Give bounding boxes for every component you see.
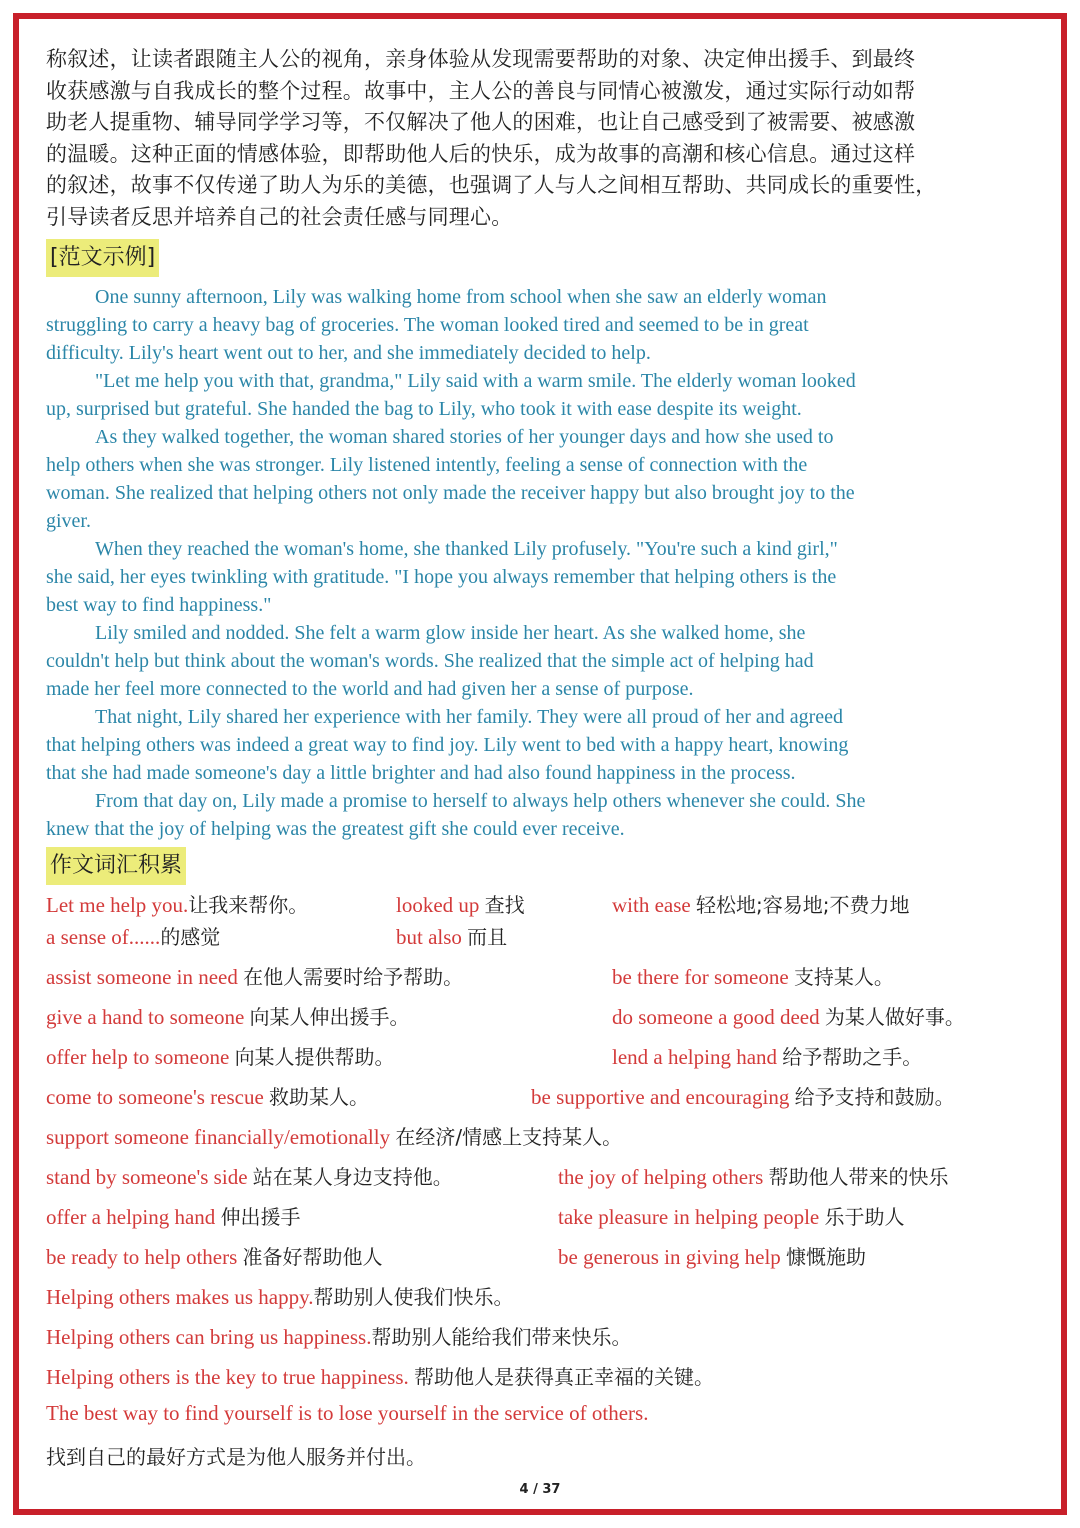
essay-line: "Let me help you with that, grandma," Lily said with a warm smile. The elderly woman looked — [95, 370, 856, 392]
vocab-sentence-translation: 找到自己的最好方式是为他人服务并付出。 — [46, 1445, 426, 1469]
vocab-list — [46, 889, 1036, 1481]
vocab-row — [46, 1041, 1036, 1081]
page-number: 4 / 37 — [519, 1482, 561, 1497]
essay-line: woman. She realized that helping others not only made the receiver happy but also brought joy to the — [46, 482, 855, 504]
essay-line: Lily smiled and nodded. She felt a warm glow inside her heart. As she walked home, she — [95, 622, 806, 644]
vocab-item: come to someone's rescue 救助某人。 — [46, 1085, 370, 1109]
essay-line: As they walked together, the woman shared stories of her younger days and how she used to — [95, 426, 834, 448]
intro-line: 的叙述，故事不仅传递了助人为乐的美德，也强调了人与人之间相互帮助、共同成长的重要性， — [46, 173, 937, 197]
essay-line: knew that the joy of helping was the greatest gift she could ever receive. — [46, 818, 625, 840]
vocab-item: give a hand to someone 向某人伸出援手。 — [46, 1005, 410, 1029]
vocab-item: be supportive and encouraging 给予支持和鼓励。 — [531, 1085, 955, 1109]
essay-heading: [范文示例] — [46, 239, 159, 277]
vocab-item: do someone a good deed 为某人做好事。 — [612, 1005, 965, 1029]
intro-paragraph — [46, 44, 1036, 233]
essay-line: couldn't help but think about the woman's words. She realized that the simple act of helping had — [46, 650, 814, 672]
essay-line: best way to find happiness." — [46, 594, 272, 616]
intro-line: 引导读者反思并培养自己的社会责任感与同理心。 — [46, 204, 513, 229]
vocab-sentence: The best way to find yourself is to lose yourself in the service of others. — [46, 1401, 649, 1425]
essay-line: that helping others was indeed a great way to find joy. Lily went to bed with a happy heart, knowing — [46, 734, 849, 756]
intro-line: 收获感激与自我成长的整个过程。故事中，主人公的善良与同情心被激发，通过实际行动如帮 — [46, 78, 916, 103]
essay-line: help others when she was stronger. Lily listened intently, feeling a sense of connection with the — [46, 454, 808, 476]
essay-paragraph — [46, 367, 1036, 423]
vocab-sentence: Helping others is the key to true happiness. 帮助他人是获得真正幸福的关键。 — [46, 1365, 715, 1389]
essay-paragraph — [46, 619, 1036, 703]
essay-paragraph — [46, 703, 1036, 787]
vocab-sentence: Helping others can bring us happiness.帮助别人能给我们带来快乐。 — [46, 1325, 632, 1349]
intro-line: 助老人提重物、辅导同学学习等，不仅解决了他人的困难，也让自己感受到了被需要、被感激 — [46, 110, 916, 134]
essay-line: That night, Lily shared her experience with her family. They were all proud of her and agreed — [95, 706, 844, 728]
vocab-row — [46, 961, 1036, 1001]
essay-line: up, surprised but grateful. She handed the bag to Lily, who took it with ease despite its weight. — [46, 398, 802, 420]
intro-line: 的温暖。这种正面的情感体验，即帮助他人后的快乐，成为故事的高潮和核心信息。通过这样 — [46, 141, 916, 166]
vocab-item: with ease 轻松地;容易地;不费力地 — [612, 893, 910, 917]
essay-paragraph — [46, 535, 1036, 619]
intro-line: 称叙述，让读者跟随主人公的视角，亲身体验从发现需要帮助的对象、决定伸出援手、到最终 — [46, 47, 916, 71]
essay-paragraph — [46, 787, 1036, 843]
essay-line: From that day on, Lily made a promise to herself to always help others whenever she could. She — [95, 790, 866, 812]
vocab-item: a sense of......的感觉 — [46, 925, 221, 949]
vocab-heading: 作文词汇积累 — [46, 847, 186, 885]
vocab-item: offer a helping hand 伸出援手 — [46, 1205, 301, 1229]
essay-paragraph — [46, 283, 1036, 367]
vocab-row — [46, 1001, 1036, 1041]
model-essay — [46, 283, 1036, 843]
vocab-row — [46, 1241, 1036, 1281]
vocab-item: looked up 查找 — [396, 893, 525, 917]
vocab-row — [46, 889, 1036, 921]
vocab-row — [46, 1081, 1036, 1121]
vocab-item: but also 而且 — [396, 925, 508, 949]
vocab-item: take pleasure in helping people 乐于助人 — [558, 1205, 905, 1229]
vocab-row — [46, 1121, 1036, 1161]
vocab-row — [46, 921, 1036, 961]
essay-line: giver. — [46, 510, 91, 532]
vocab-item: Let me help you.让我来帮你。 — [46, 893, 309, 917]
essay-line: difficulty. Lily's heart went out to her, and she immediately decided to help. — [46, 342, 651, 364]
vocab-sentence: Helping others makes us happy.帮助别人使我们快乐。 — [46, 1285, 514, 1309]
essay-line: that she had made someone's day a little brighter and had also found happiness in the process. — [46, 762, 796, 784]
vocab-item: assist someone in need 在他人需要时给予帮助。 — [46, 965, 464, 989]
essay-line: When they reached the woman's home, she thanked Lily profusely. "You're such a kind girl," — [95, 538, 838, 560]
vocab-row — [46, 1161, 1036, 1201]
vocab-item: offer help to someone 向某人提供帮助。 — [46, 1045, 395, 1069]
vocab-item: be generous in giving help 慷慨施助 — [558, 1245, 867, 1269]
vocab-item: the joy of helping others 帮助他人带来的快乐 — [558, 1165, 949, 1189]
essay-line: she said, her eyes twinkling with gratitude. "I hope you always remember that helping others is the — [46, 566, 837, 588]
vocab-item: be ready to help others 准备好帮助他人 — [46, 1245, 383, 1269]
vocab-item: support someone financially/emotionally 在经济/情感上支持某人。 — [46, 1125, 623, 1149]
essay-line: struggling to carry a heavy bag of groceries. The woman looked tired and seemed to be in great — [46, 314, 809, 336]
vocab-row — [46, 1201, 1036, 1241]
vocab-item: stand by someone's side 站在某人身边支持他。 — [46, 1165, 453, 1189]
vocab-item: be there for someone 支持某人。 — [612, 965, 894, 989]
essay-line: made her feel more connected to the world and had given her a sense of purpose. — [46, 678, 694, 700]
vocab-item: lend a helping hand 给予帮助之手。 — [612, 1045, 923, 1069]
essay-line: One sunny afternoon, Lily was walking home from school when she saw an elderly woman — [95, 286, 827, 308]
essay-paragraph — [46, 423, 1036, 535]
page-content — [46, 44, 1036, 1481]
